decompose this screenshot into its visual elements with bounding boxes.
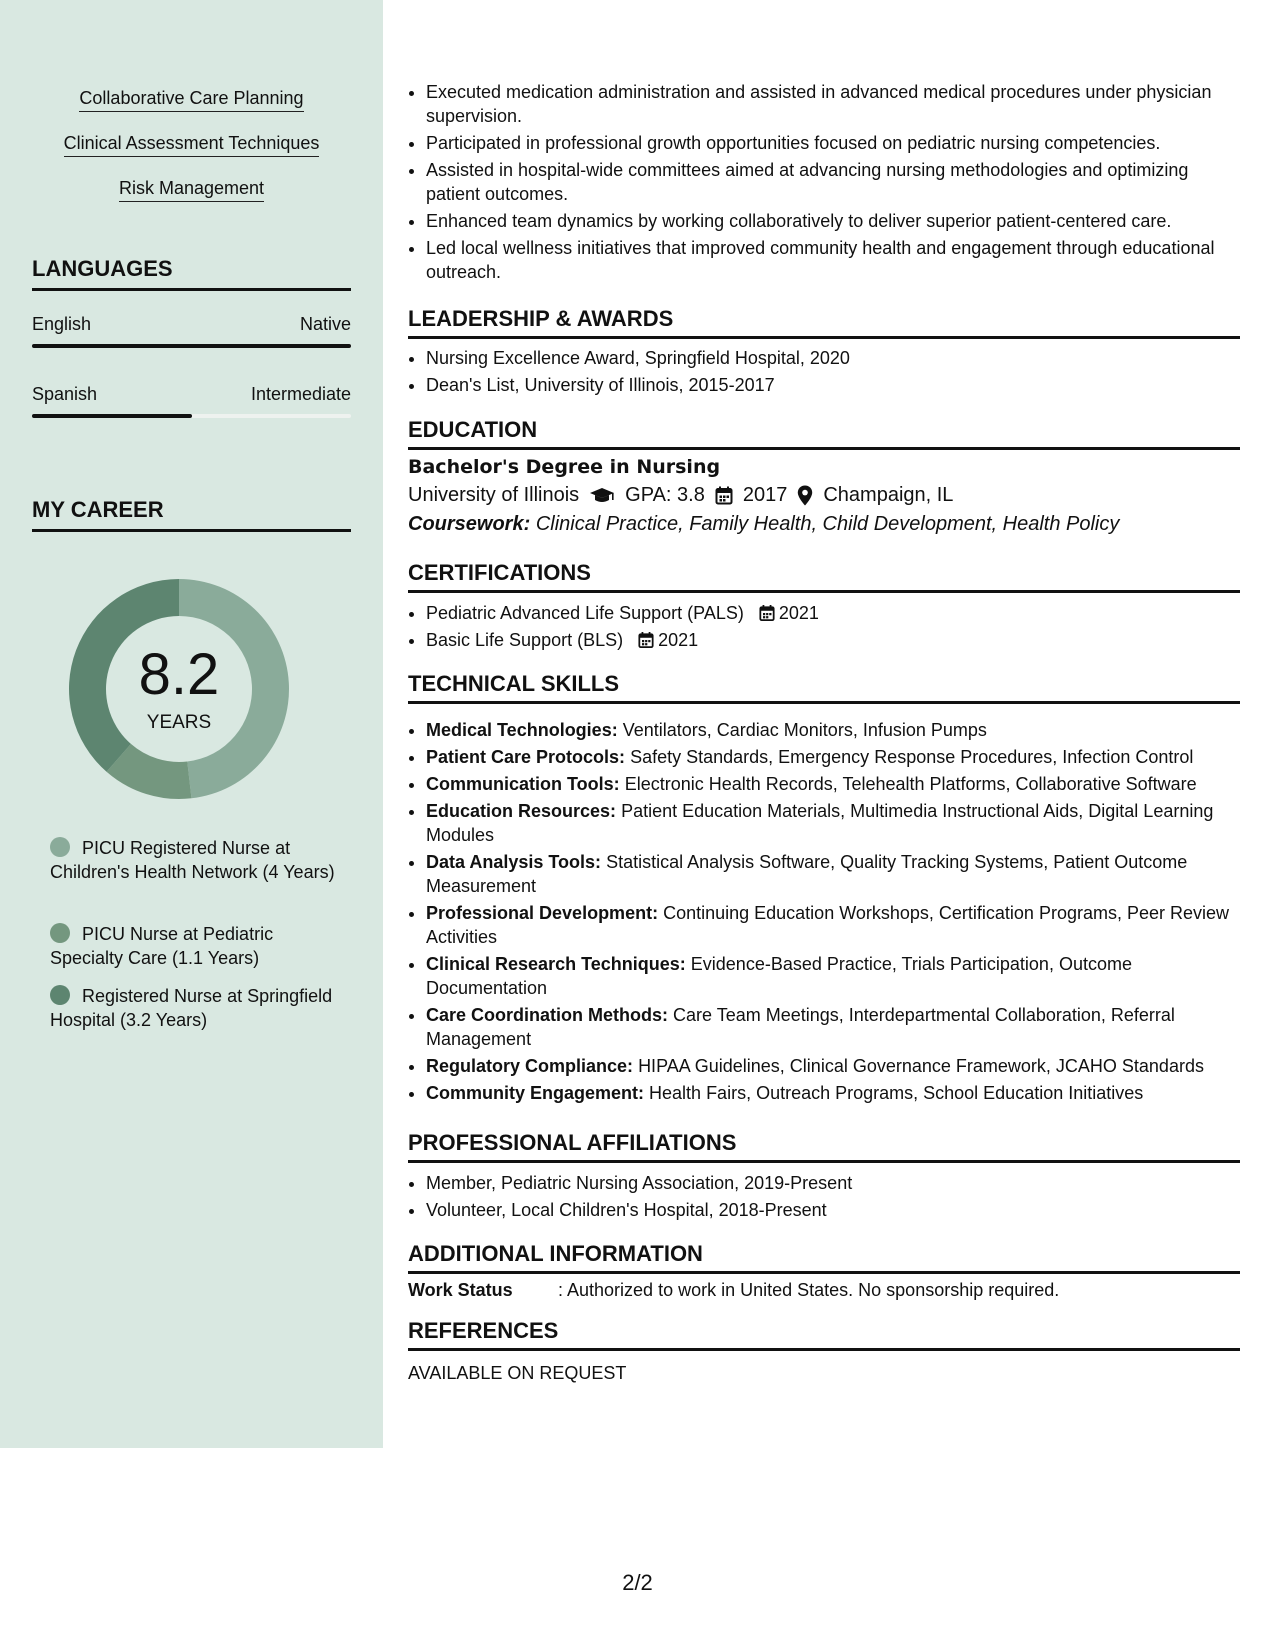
coursework: Coursework: Clinical Practice, Family Health, Child Development, Health Policy <box>408 513 1120 535</box>
career-legend-item: PICU Registered Nurse at Children's Health Network (4 Years) <box>50 838 335 882</box>
skill-link[interactable]: Risk Management <box>0 178 383 202</box>
education-entry <box>408 456 1240 536</box>
language-name: English <box>32 314 92 334</box>
career-heading: MY CAREER <box>32 497 351 532</box>
legend-dot <box>50 923 70 943</box>
legend-dot <box>50 985 70 1005</box>
skill-link[interactable]: Clinical Assessment Techniques <box>0 133 383 157</box>
language-proficiency-bar <box>32 414 351 418</box>
language-proficiency-fill <box>32 344 351 348</box>
language-proficiency-bar <box>32 344 351 348</box>
affiliations-list <box>408 1171 1240 1225</box>
list-item: • Care Coordination Methods: Care Team Meetings, Interdepartmental Collaboration, Referral Management <box>426 1003 1240 1051</box>
list-item: • Executed medication administration and assisted in advanced medical procedures under physician supervision. <box>426 80 1240 128</box>
language-name: Spanish <box>32 384 98 404</box>
language-level: Intermediate <box>250 384 351 404</box>
career-total-unit: YEARS <box>146 712 212 733</box>
languages-heading: LANGUAGES <box>32 256 351 291</box>
list-item: • Professional Development: Continuing Education Workshops, Certification Programs, Peer Review Activities <box>426 901 1240 949</box>
work-status-text: : Authorized to work in United States. No sponsorship required. <box>558 1280 1060 1300</box>
location-pin-icon <box>797 485 813 506</box>
list-item: • Clinical Research Techniques: Evidence-Based Practice, Trials Participation, Outcome Documentation <box>426 952 1240 1000</box>
school-location: Champaign, IL <box>823 484 954 506</box>
calendar-icon <box>715 486 733 505</box>
education-heading: EDUCATION <box>408 417 1240 450</box>
leadership-list <box>408 346 1240 400</box>
list-item: • Nursing Excellence Award, Springfield Hospital, 2020 <box>426 346 1240 370</box>
experience-bullets <box>408 80 1240 287</box>
page-number: 2/2 <box>622 1570 653 1595</box>
list-item: • Patient Care Protocols: Safety Standards, Emergency Response Procedures, Infection Control <box>426 745 1240 769</box>
list-item: • Dean's List, University of Illinois, 2015-2017 <box>426 373 1240 397</box>
list-item: • Medical Technologies: Ventilators, Cardiac Monitors, Infusion Pumps <box>426 718 1240 742</box>
list-item: • Volunteer, Local Children's Hospital, 2018-Present <box>426 1198 1240 1222</box>
degree-title: Bachelor's Degree in Nursing <box>408 456 721 478</box>
graduation-cap-icon <box>589 487 615 505</box>
list-item: • Community Engagement: Health Fairs, Outreach Programs, School Education Initiatives <box>426 1081 1240 1105</box>
references-heading: REFERENCES <box>408 1318 1240 1351</box>
calendar-icon <box>638 631 654 649</box>
list-item: • Member, Pediatric Nursing Association, 2019-Present <box>426 1171 1240 1195</box>
list-item: • Data Analysis Tools: Statistical Analysis Software, Quality Tracking Systems, Patient Outcome Measurement <box>426 850 1240 898</box>
additional-info-heading: ADDITIONAL INFORMATION <box>408 1241 1240 1274</box>
certifications-heading: CERTIFICATIONS <box>408 560 1240 593</box>
list-item: • Pediatric Advanced Life Support (PALS) 2021 <box>426 601 1240 625</box>
coursework-label: Coursework: <box>408 513 531 535</box>
technical-skills-heading: TECHNICAL SKILLS <box>408 671 1240 704</box>
leadership-heading: LEADERSHIP & AWARDS <box>408 306 1240 339</box>
list-item: • Basic Life Support (BLS) 2021 <box>426 628 1240 652</box>
career-legend-item: PICU Nurse at Pediatric Specialty Care (1.1 Years) <box>50 924 274 968</box>
list-item: • Regulatory Compliance: HIPAA Guidelines, Clinical Governance Framework, JCAHO Standards <box>426 1054 1240 1078</box>
list-item: • Assisted in hospital-wide committees aimed at advancing nursing methodologies and optimizing patient outcomes. <box>426 158 1240 206</box>
list-item: • Participated in professional growth opportunities focused on pediatric nursing competencies. <box>426 131 1240 155</box>
list-item: • Led local wellness initiatives that improved community health and engagement through educational outreach. <box>426 236 1240 284</box>
legend-dot <box>50 837 70 857</box>
list-item: • Communication Tools: Electronic Health Records, Telehealth Platforms, Collaborative Software <box>426 772 1240 796</box>
education-details <box>408 484 1240 507</box>
work-status <box>408 1280 1240 1301</box>
affiliations-heading: PROFESSIONAL AFFILIATIONS <box>408 1130 1240 1163</box>
certifications-list <box>408 601 1240 655</box>
calendar-icon <box>759 604 775 622</box>
language-proficiency-fill <box>32 414 192 418</box>
gpa: GPA: 3.8 <box>625 484 705 506</box>
career-legend-item: Registered Nurse at Springfield Hospital (3.2 Years) <box>50 986 333 1030</box>
career-total-years: 8.2 <box>138 642 220 707</box>
technical-skills-list <box>408 718 1240 1108</box>
language-level: Native <box>299 314 351 334</box>
work-status-label: Work Status <box>408 1280 513 1300</box>
list-item: • Enhanced team dynamics by working collaboratively to deliver superior patient-centered care. <box>426 209 1240 233</box>
graduation-year: 2017 <box>742 484 788 506</box>
school-name: University of Illinois <box>408 484 580 506</box>
references-text: AVAILABLE ON REQUEST <box>408 1363 627 1383</box>
list-item: • Education Resources: Patient Education Materials, Multimedia Instructional Aids, Digital Learning Modules <box>426 799 1240 847</box>
skill-link[interactable]: Collaborative Care Planning <box>0 88 383 112</box>
